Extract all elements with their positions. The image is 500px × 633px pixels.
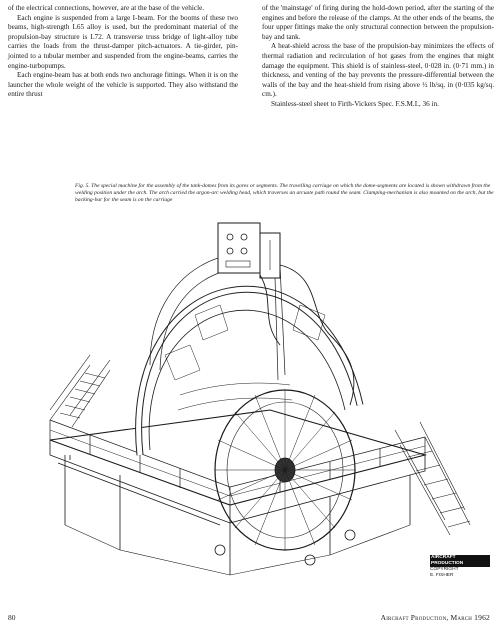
journal-footer: Aircraft Production, March 1962 <box>380 613 490 622</box>
platform-frame <box>50 410 425 575</box>
page-number: 80 <box>8 613 16 622</box>
paragraph: of the 'mainstage' of firing during the hold-down period, after the starting of the engines and before the release of the clamps. At the other ends of the beams, the four upper fittings make the only structural connection between the propulsion-bay and tank. <box>262 4 494 41</box>
copyright-line: AIRCRAFT PRODUCTION <box>430 555 490 567</box>
paragraph: Each engine-beam has at both ends two anchorage fittings. When it is on the launcher the whole weight of the vehicle is supported. They also withstand the entire thrust <box>8 71 238 99</box>
figure-illustration <box>30 205 475 585</box>
cables <box>260 265 354 405</box>
paragraph: A heat-shield across the base of the propulsion-bay minimizes the effects of thermal radiation and recirculation of hot gases from the engines that might damage the equipment. This shield is of stainless-steel, 0·028 in. (0·71 mm.) in thickness, and venting of the bay prevents the pressure-differential between the walls of the bay and the heat-shield from rising above ½ lb/sq. in (0·035 kg/sq. cm.). <box>262 42 494 99</box>
copyright-stamp <box>430 555 490 579</box>
stairs-right <box>395 422 470 535</box>
paragraph: Stainless-steel sheet to Firth-Vickers Spec. F.S.M.I., 36 in. <box>271 99 439 108</box>
copyright-line: COPYRIGHT <box>430 567 459 572</box>
paragraph: of the electrical connections, however, are at the base of the vehicle. <box>8 4 205 12</box>
copyright-line: E. FISHER <box>430 573 454 578</box>
paragraph: Each engine is suspended from a large I-beam. For the booms of these two beams, high-strength L65 alloy is used, but the predominant material of the propulsion-bay structure is L72. A transverse truss bridge of light-alloy tube carries the loads from the thrust-damper pitch-actuators. A tie-girder, pin-jointed to a tubular member and suspended from the engine-beams, carries the engine-turbopumps. <box>8 13 238 70</box>
article-column-left <box>8 4 238 100</box>
control-panel <box>218 223 280 278</box>
dome-carriage <box>215 390 355 550</box>
stairs-left <box>50 355 110 427</box>
figure-caption: Fig. 5. The special machine for the assembly of the tank-domes from its gores or segments. The travelling carriage on which the dome-segments are located is shown withdrawn from the welding position under the arch. The arch carried the argon-arc welding head, which traverses an arcuate path round the seam. Clamping-mechanism is also mounted on the arch, but the backing-bar for the seam is on the carriage <box>75 183 494 203</box>
article-column-right <box>262 4 494 110</box>
dome-gores <box>165 305 325 410</box>
